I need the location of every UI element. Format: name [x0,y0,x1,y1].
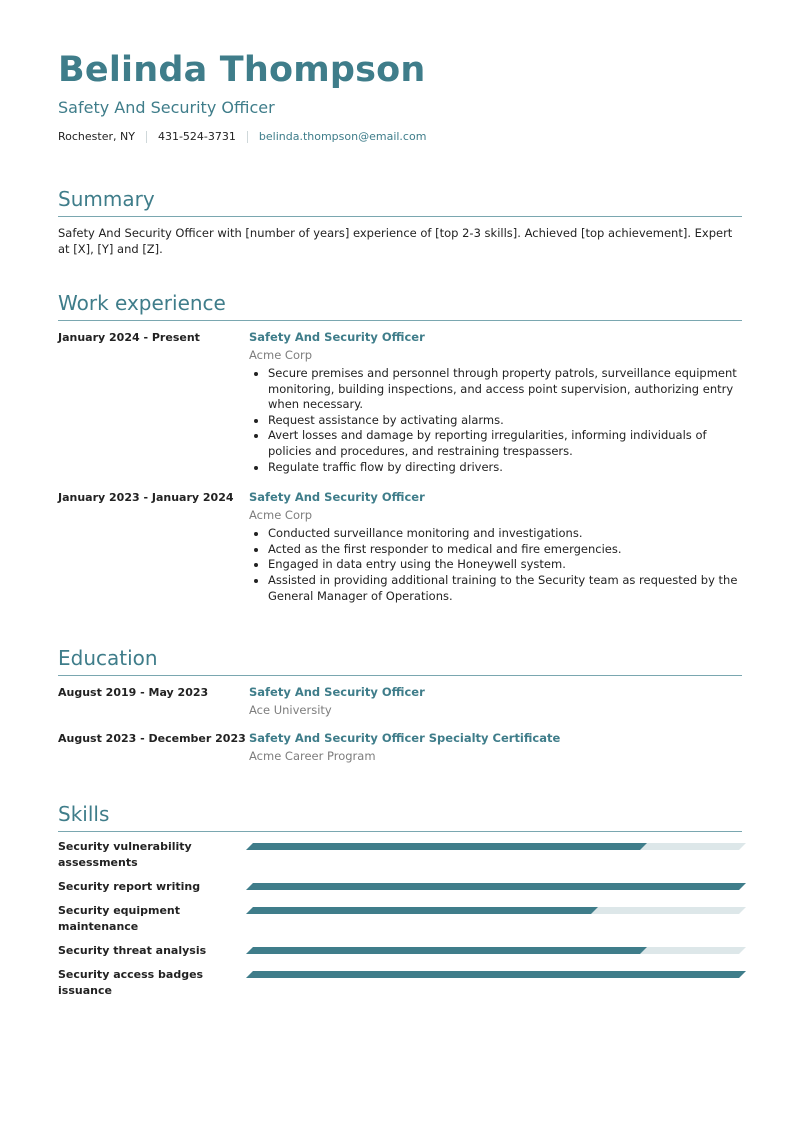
skill-row [58,839,742,871]
experience-list [58,329,742,604]
entry-organization: Acme Corp [249,348,313,363]
experience-entry [58,329,742,475]
skill-level-fill [246,883,746,890]
skills-list [58,839,742,999]
entry-date: January 2024 - Present [58,331,200,345]
candidate-headline: Safety And Security Officer [58,98,275,118]
contact-divider [146,131,147,143]
entry-bullets [249,366,742,475]
skill-name: Security access badges issuance [58,968,204,998]
candidate-name: Belinda Thompson [58,50,426,90]
skill-name: Security equipment maintenance [58,904,181,934]
work-experience-section [58,291,742,604]
skill-level-fill [246,971,746,978]
entry-title: Safety And Security Officer [249,330,425,345]
education-entry [58,730,742,766]
skill-level-fill [246,907,598,914]
bullet-item: • Conducted surveillance monitoring and investigations. [268,526,742,542]
bullet-item: • Engaged in data entry using the Honeywell system. [268,557,742,573]
entry-organization: Acme Corp [249,508,313,523]
bullet-item: • Assisted in providing additional training to the Security team as requested by the General Manager of Operations. [268,573,742,604]
education-entry [58,684,742,720]
skill-name: Security report writing [58,880,201,894]
skill-level-bar [246,971,746,978]
contact-email-link[interactable]: belinda.thompson@email.com [258,130,427,144]
skill-level-fill [246,843,647,850]
contact-phone: 431-524-3731 [157,130,236,144]
entry-title: Safety And Security Officer [249,685,425,700]
contact-location: Rochester, NY [58,130,135,144]
entry-date: August 2019 - May 2023 [58,686,209,700]
entry-date: August 2023 - December 2023 [58,732,246,746]
education-list [58,684,742,766]
skill-level-bar [246,843,746,850]
skill-row [58,879,742,895]
entry-body [249,730,742,766]
contact-line [58,129,742,145]
bullet-item: • Avert losses and damage by reporting irregularities, informing individuals of policies and procedures, and restraining trespassers. [268,428,742,459]
experience-entry [58,489,742,604]
section-title-skills: Skills [58,802,742,832]
skill-level-bar [246,907,746,914]
entry-bullets [249,526,742,604]
entry-title: Safety And Security Officer Specialty Certificate [249,731,561,746]
entry-title: Safety And Security Officer [249,490,425,505]
bullet-item: • Acted as the first responder to medical and fire emergencies. [268,542,742,558]
section-title-education: Education [58,646,742,676]
entry-body [249,489,742,604]
skill-row [58,943,742,959]
summary-section [58,187,742,257]
bullet-item: • Request assistance by activating alarms. [268,413,742,429]
skill-level-bar [246,947,746,954]
skill-level-bar [246,883,746,890]
skills-section [58,802,742,999]
entry-date: January 2023 - January 2024 [58,491,234,505]
section-title-summary: Summary [58,187,742,217]
bullet-item: • Regulate traffic flow by directing drivers. [268,460,742,476]
summary-text: Safety And Security Officer with [number of years] experience of [top 2-3 skills]. Achieved [top achievement]. Expert at [X], [Y] and [Z]. [58,226,733,257]
entry-body [249,329,742,475]
skill-name: Security threat analysis [58,944,207,958]
entry-organization: Acme Career Program [249,749,376,764]
skill-level-fill [246,947,647,954]
section-title-work-experience: Work experience [58,291,742,321]
resume-header [58,50,742,145]
bullet-item: • Secure premises and personnel through property patrols, surveillance equipment monitoring, building inspections, and access point supervision, authorizing entry when necessary. [268,366,742,413]
entry-body [249,684,742,720]
education-section [58,646,742,766]
skill-row [58,903,742,935]
skill-row [58,967,742,999]
entry-organization: Ace University [249,703,332,718]
skill-name: Security vulnerability assessments [58,840,192,870]
contact-divider [247,131,248,143]
